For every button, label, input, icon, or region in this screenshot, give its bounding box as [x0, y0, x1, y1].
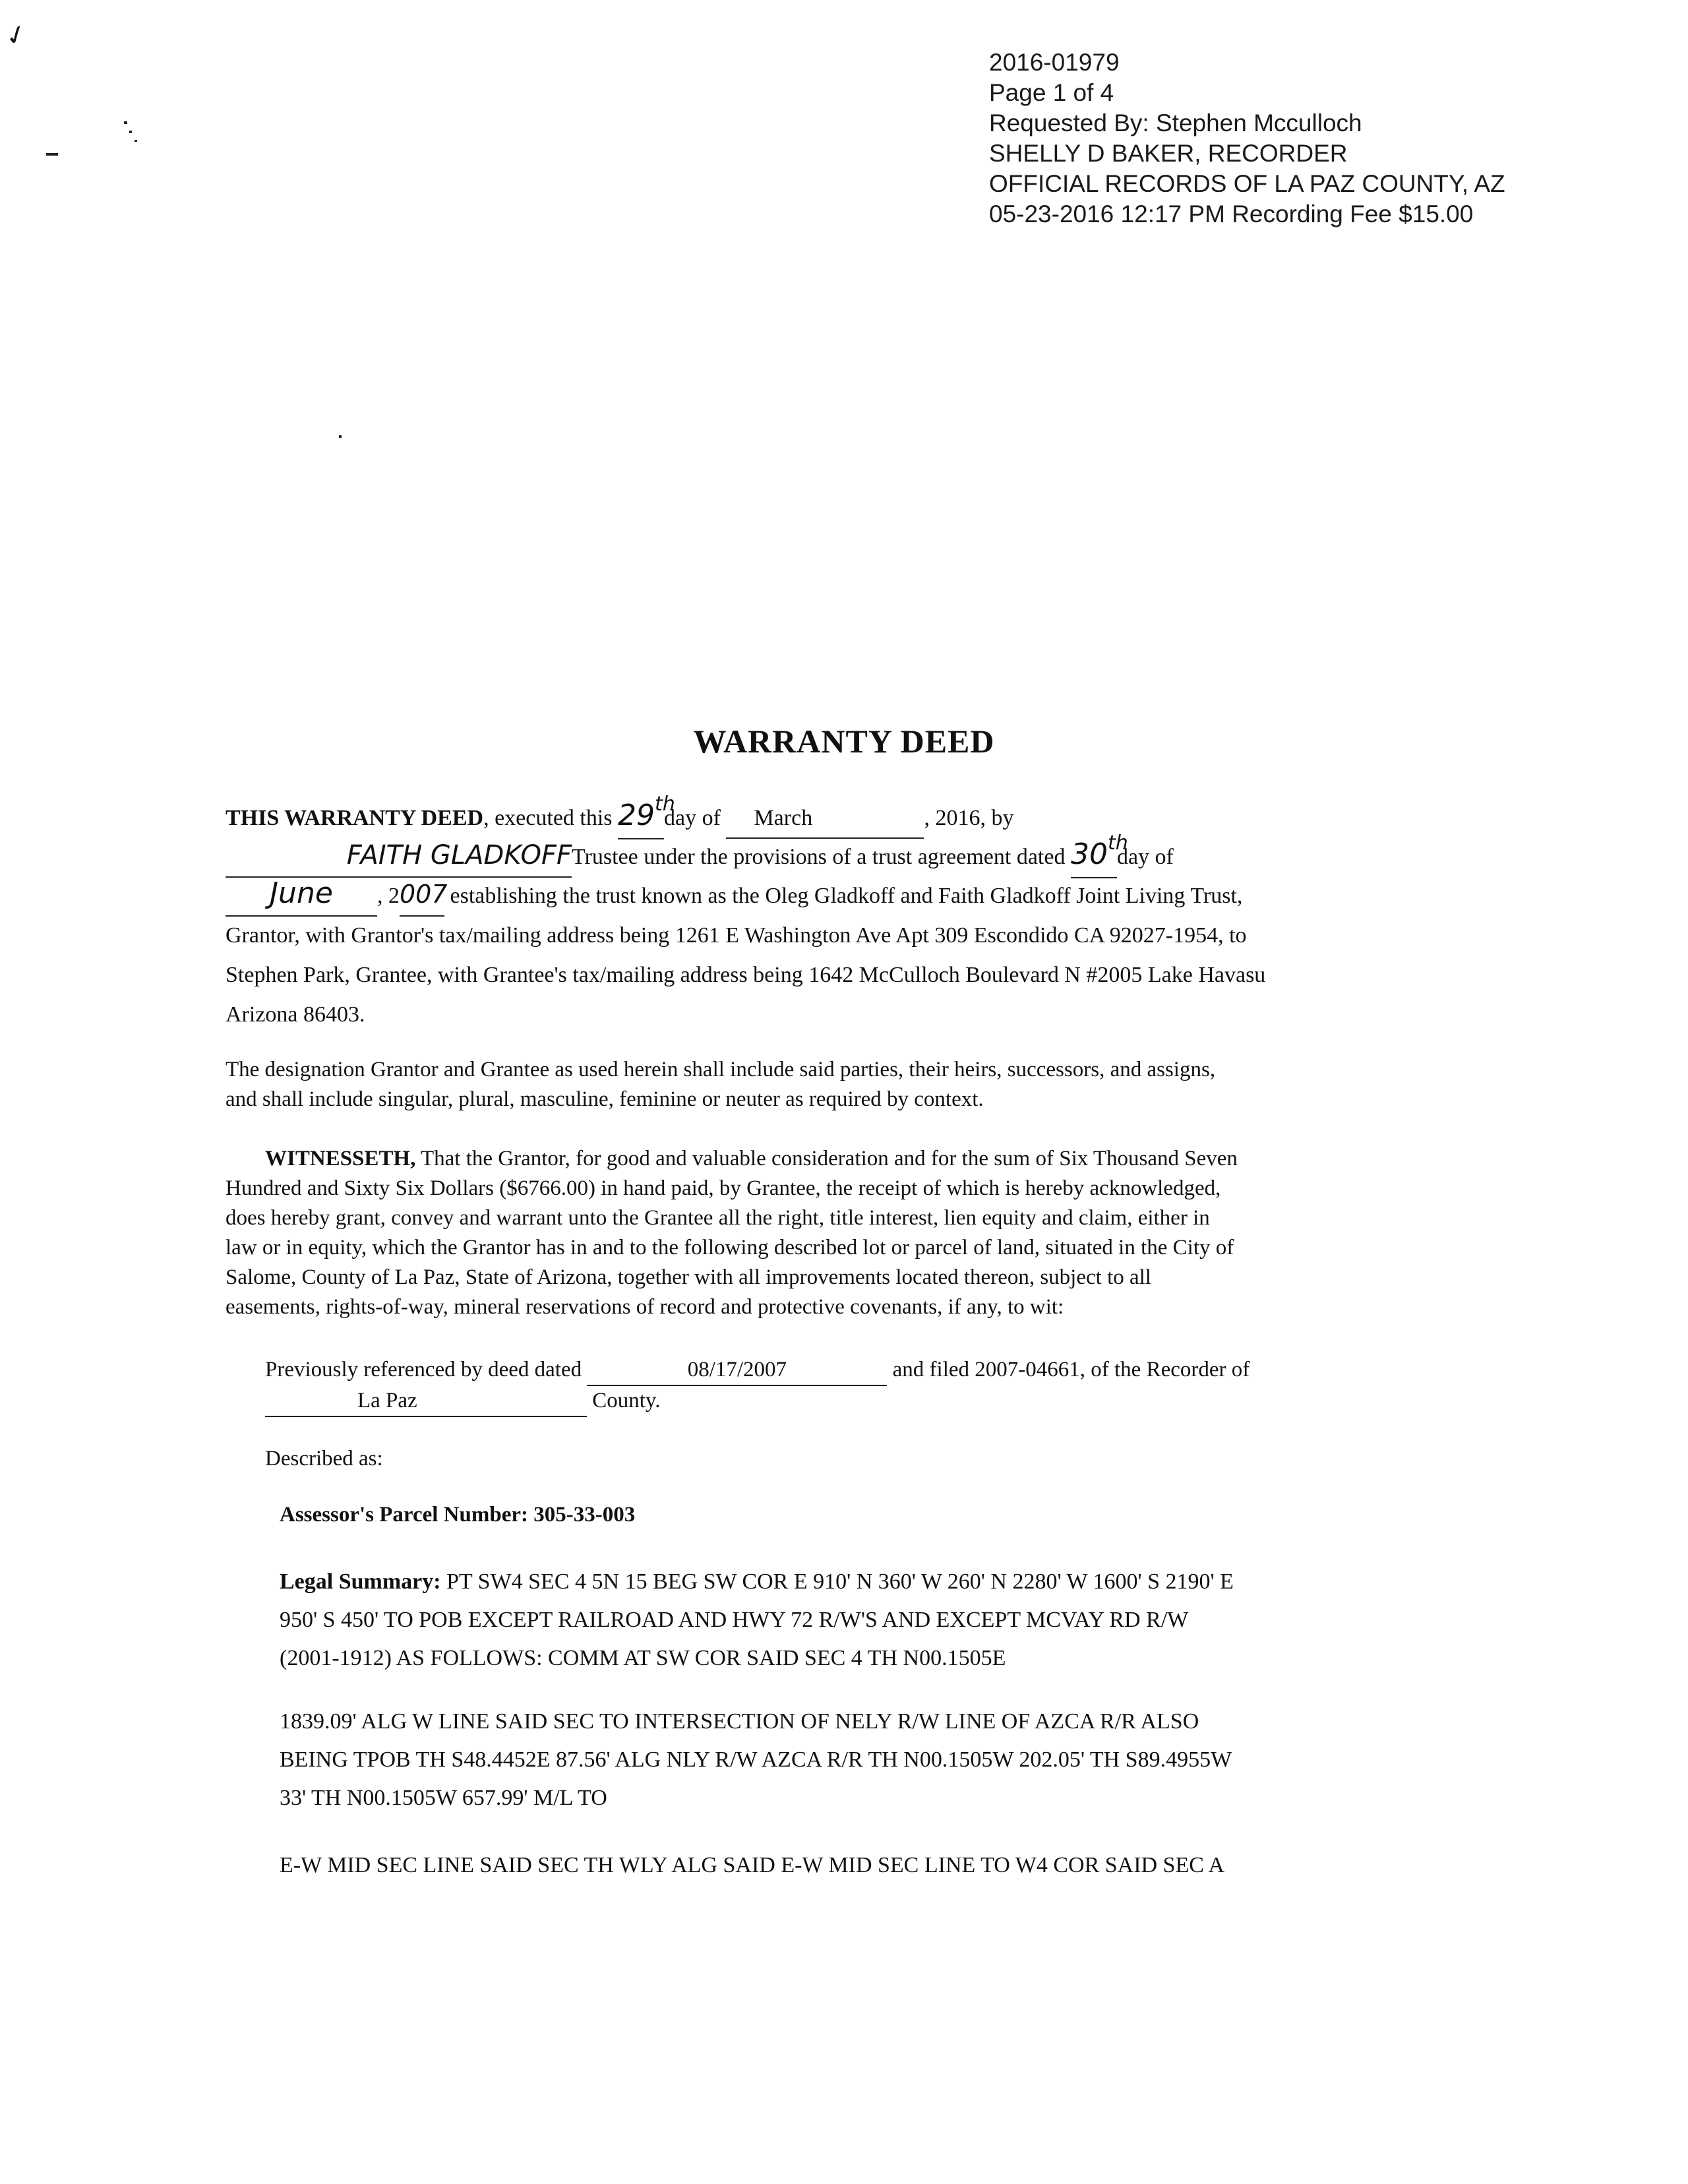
reference-line: [265, 1355, 1250, 1386]
grantee-line-2: Arizona 86403.: [226, 1002, 365, 1027]
parcel-number: [280, 1500, 635, 1530]
scan-speck: [339, 435, 342, 438]
designation-line: The designation Grantor and Grantee as used herein shall include said parties, their heirs, successors, and assigns,: [226, 1058, 1216, 1081]
county-text: County.: [587, 1389, 661, 1412]
trust-year: 007: [400, 880, 448, 909]
witnesseth-lead: WITNESSETH,: [265, 1147, 416, 1170]
trust-day: 30: [1070, 837, 1108, 871]
execution-day: 29: [618, 799, 655, 832]
witnesseth-text: That the Grantor, for good and valuable consideration and for the sum of Six Thousand Seven: [415, 1147, 1238, 1170]
recording-header: [989, 47, 1505, 229]
legal-line: 1839.09' ALG W LINE SAID SEC TO INTERSECTION OF NELY R/W LINE OF AZCA R/R ALSO: [280, 1709, 1199, 1734]
witnesseth-line: easements, rights-of-way, mineral reservations of record and protective covenants, if any, to wit:: [226, 1295, 1064, 1319]
grantor-line: Grantor, with Grantor's tax/mailing address being 1261 E Washington Ave Apt 309 Escondido CA 92027-1954, to: [226, 923, 1247, 948]
opening-line-3: [226, 874, 1242, 917]
trust-day-suffix: th: [1107, 832, 1128, 855]
trustee-name-blank: [226, 836, 572, 878]
witnesseth-line: does hereby grant, convey and warrant unto the Grantee all the right, title interest, lien equity and claim, either in: [226, 1206, 1210, 1230]
executed-text: , executed this: [483, 806, 618, 830]
county-name: La Paz: [357, 1389, 417, 1412]
execution-year: , 2016, by: [924, 806, 1014, 830]
trust-year-prefix: , 2: [377, 884, 400, 908]
trustee-name: FAITH GLADKOFF: [346, 840, 572, 870]
page-count: Page 1 of 4: [989, 79, 1114, 106]
witnesseth-line: [226, 1144, 1238, 1174]
execution-day-suffix: th: [655, 793, 675, 816]
opening-line-2: [226, 832, 1174, 878]
recorder-name: SHELLY D BAKER, RECORDER: [989, 140, 1348, 167]
recording-datetime-fee: 05-23-2016 12:17 PM Recording Fee $15.00: [989, 200, 1474, 228]
witnesseth-paragraph: [226, 1144, 1238, 1322]
witnesseth-line: law or in equity, which the Grantor has in and to the following described lot or parcel of land, situated in the City of: [226, 1236, 1234, 1259]
deed-date: 08/17/2007: [687, 1358, 787, 1381]
legal-line: 33' TH N00.1505W 657.99' M/L TO: [280, 1786, 607, 1810]
legal-line: (2001-1912) AS FOLLOWS: COMM AT SW COR SAID SEC 4 TH N00.1505E: [280, 1646, 1006, 1670]
reference-line: [265, 1386, 1250, 1417]
execution-month: March: [754, 806, 813, 830]
day-of-text: day of: [664, 806, 721, 830]
legal-summary-final: E-W MID SEC LINE SAID SEC TH WLY ALG SAID E-W MID SEC LINE TO W4 COR SAID SEC A: [280, 1853, 1225, 1877]
parcel-number-text: Assessor's Parcel Number: 305-33-003: [280, 1503, 636, 1527]
trust-establishing: establishing the trust known as the Oleg Gladkoff and Faith Gladkoff Joint Living Trust,: [444, 884, 1243, 908]
legal-text: PT SW4 SEC 4 5N 15 BEG SW COR E 910' N 360' W 260' N 2280' W 1600' S 2190' E: [440, 1569, 1234, 1594]
described-as: Described as:: [265, 1447, 383, 1471]
witnesseth-line: Salome, County of La Paz, State of Arizona, together with all improvements located thereon, subject to all: [226, 1265, 1151, 1289]
execution-day-blank: [618, 793, 675, 839]
reference-paragraph: [265, 1355, 1250, 1417]
execution-month-blank: [726, 799, 924, 839]
reference-text: Previously referenced by deed dated: [265, 1358, 588, 1381]
deed-lead: THIS WARRANTY DEED: [226, 806, 484, 830]
opening-line-1: [226, 793, 1014, 839]
trust-year-blank: [400, 875, 448, 917]
legal-line: 950' S 450' TO POB EXCEPT RAILROAD AND HWY 72 R/W'S AND EXCEPT MCVAY RD R/W: [280, 1608, 1189, 1632]
legal-line: BEING TPOB TH S48.4452E 87.56' ALG NLY R/W AZCA R/R TH N00.1505W 202.05' TH S89.4955W: [280, 1747, 1232, 1772]
legal-summary: [280, 1563, 1234, 1678]
trust-month: June: [270, 876, 333, 910]
designation-line: and shall include singular, plural, masculine, feminine or neuter as required by context.: [226, 1087, 984, 1111]
check-mark: ✓: [1, 17, 32, 53]
county-blank: [265, 1386, 587, 1417]
document-title: WARRANTY DEED: [693, 723, 995, 760]
deed-date-blank: [587, 1355, 887, 1386]
scan-speck: [124, 121, 127, 124]
witnesseth-line: Hundred and Sixty Six Dollars ($6766.00) in hand paid, by Grantee, the receipt of which is hereby acknowledged,: [226, 1176, 1221, 1200]
trust-month-blank: [226, 874, 377, 917]
scan-speck: [135, 140, 137, 142]
requested-by: Requested By: Stephen Mcculloch: [989, 109, 1362, 136]
grantee-line: Stephen Park, Grantee, with Grantee's tax/mailing address being 1642 McCulloch Boulevard N #2005 Lake Havasu: [226, 963, 1266, 987]
legal-summary-continued: [280, 1703, 1232, 1817]
scan-speck: [129, 131, 132, 133]
doc-number: 2016-01979: [989, 49, 1120, 76]
trust-day-of: day of: [1116, 845, 1174, 869]
trust-day-blank: [1070, 832, 1128, 878]
records-office: OFFICIAL RECORDS OF LA PAZ COUNTY, AZ: [989, 170, 1505, 197]
reference-filed: and filed 2007-04661, of the Recorder of: [887, 1358, 1250, 1381]
trustee-text: Trustee under the provisions of a trust agreement dated: [572, 845, 1071, 869]
legal-line: [280, 1563, 1234, 1601]
legal-summary-label: Legal Summary:: [280, 1569, 441, 1594]
designation-paragraph: [226, 1055, 1215, 1114]
scan-speck: [46, 153, 58, 156]
